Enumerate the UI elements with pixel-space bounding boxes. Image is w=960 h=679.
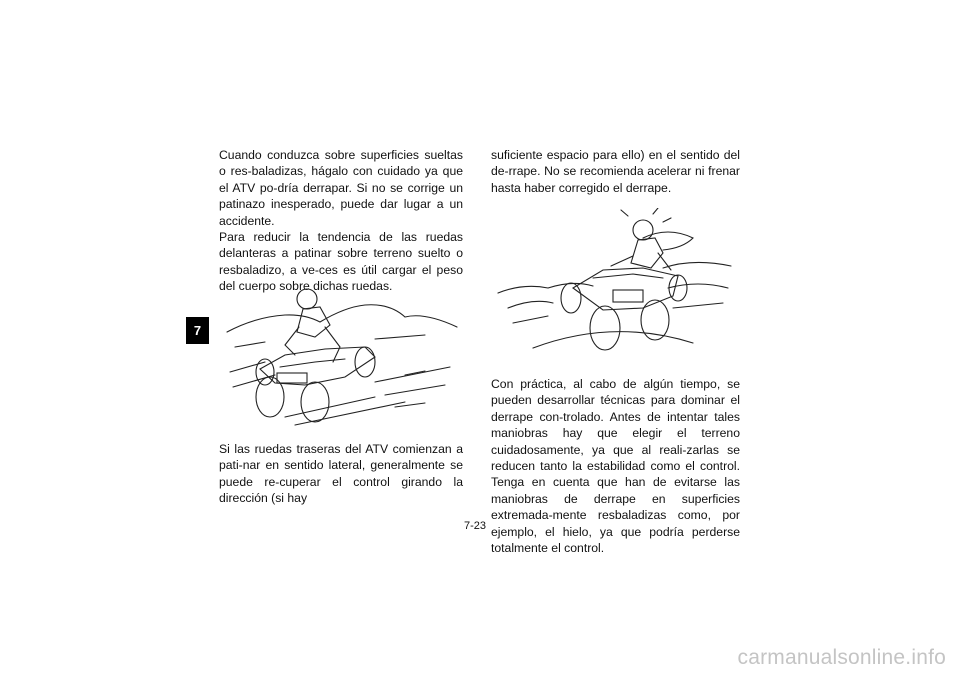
atv-skid-illustration: [493, 208, 736, 360]
paragraph: Cuando conduzca sobre superficies sueltas o res-baladizas, hágalo con cuidado ya que el ATV po-dría derrapar. Si no se corrige un patinazo inesperado, puede dar lugar a un accidente.: [219, 148, 463, 228]
atv-riding-illustration: [225, 277, 460, 427]
paragraph: Para reducir la tendencia de las ruedas delanteras a patinar sobre terreno suelto o resbaladizo, a ve-ces es útil cargar el peso del cuerpo sobre dichas ruedas.: [219, 230, 463, 294]
watermark: carmanualsonline.info: [737, 646, 946, 669]
right-column-bottom-text: [491, 376, 740, 556]
left-column-bottom-text: [219, 441, 463, 507]
left-column-text: [219, 147, 463, 295]
right-column-text: [491, 147, 740, 196]
page-number: 7-23: [464, 520, 487, 532]
chapter-tab: 7: [186, 317, 209, 344]
paragraph: Si las ruedas traseras del ATV comienzan a pati-nar en sentido lateral, generalmente se puede re-cuperar el control girando la dirección (si hay: [219, 442, 463, 506]
paragraph: Con práctica, al cabo de algún tiempo, se pueden desarrollar técnicas para dominar el derrape con-trolado. Antes de intentar tales maniobras hay que elegir el terreno cuidadosamente, ya que al reali-zarlas se reducen tanto la estabilidad como el control. Tenga en cuenta que han de evitarse las maniobras de derrape en superficies extremada-mente resbaladizas como, por ejemplo, el hielo, ya que podría perderse totalmente el control.: [491, 377, 740, 556]
paragraph: suficiente espacio para ello) en el sentido del de-rrape. No se recomienda acelerar ni frenar hasta haber corregido el derrape.: [491, 148, 740, 195]
